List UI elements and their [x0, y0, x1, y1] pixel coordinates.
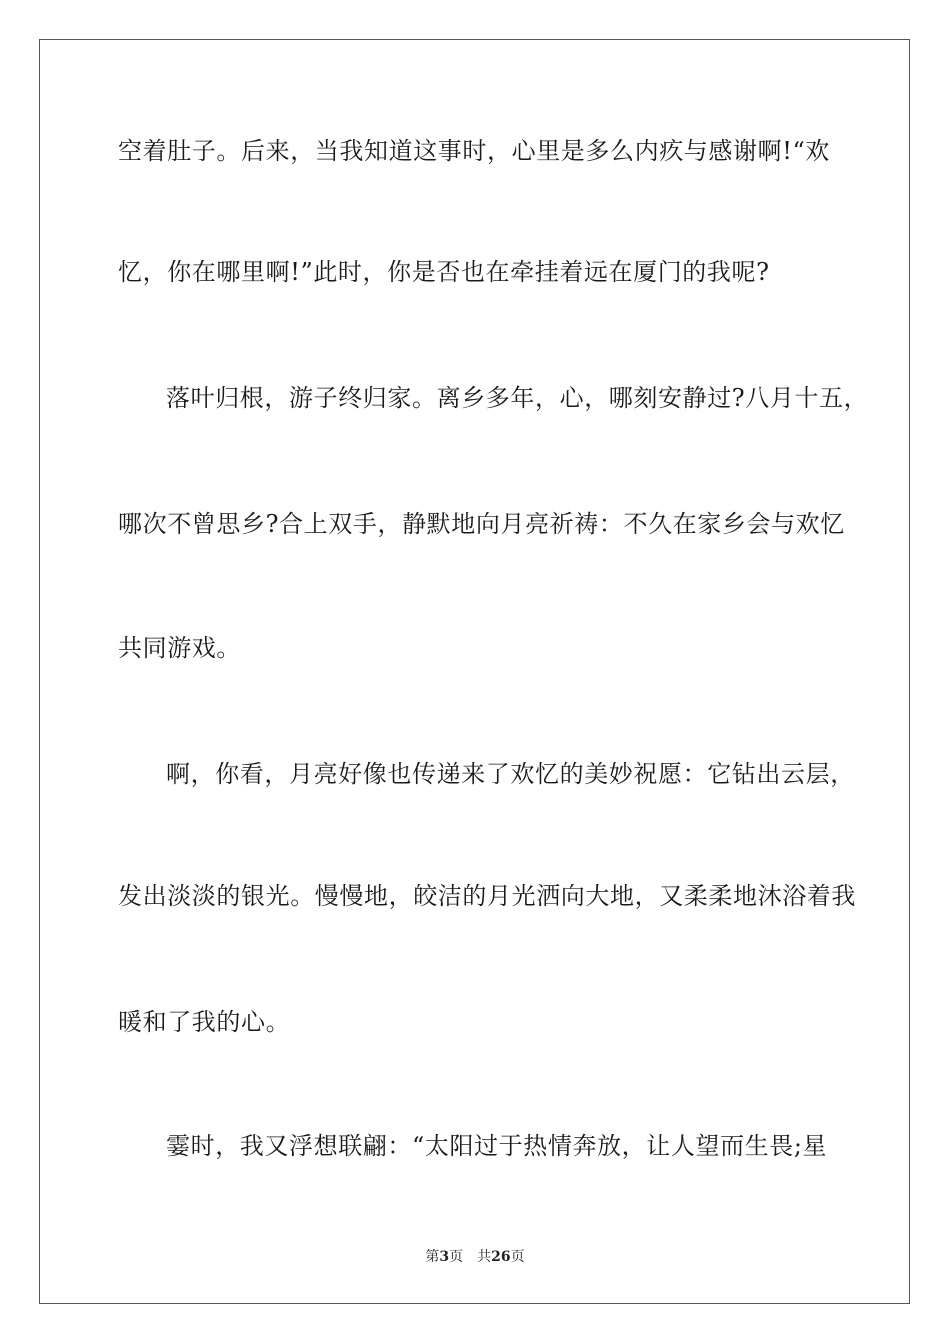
text-line-5: 共同游戏。	[118, 634, 241, 662]
page-footer	[0, 1247, 950, 1267]
text-line-1: 空着肚子。后来，当我知道这事时，心里是多么内疚与感谢啊!“欢	[118, 137, 830, 165]
text-line-9: 霎时，我又浮想联翩：“太阳过于热情奔放，让人望而生畏;星	[166, 1132, 828, 1160]
footer-page-current: 3	[439, 1249, 450, 1265]
footer-page-prefix: 第	[425, 1249, 440, 1265]
footer-total-unit: 页	[510, 1249, 525, 1265]
text-line-4: 哪次不曾思乡?合上双手，静默地向月亮祈祷：不久在家乡会与欢忆	[118, 510, 845, 538]
text-line-7: 发出淡淡的银光。慢慢地，皎洁的月光洒向大地，又柔柔地沐浴着我	[118, 882, 856, 910]
footer-page-total: 26	[491, 1249, 511, 1265]
footer-total-prefix: 共	[477, 1249, 492, 1265]
text-line-8: 暖和了我的心。	[118, 1008, 291, 1036]
text-line-2: 忆，你在哪里啊!”此时，你是否也在牵挂着远在厦门的我呢?	[118, 258, 770, 286]
footer-page-unit: 页	[449, 1249, 464, 1265]
text-line-3: 落叶归根，游子终归家。离乡多年，心，哪刻安静过?八月十五，	[166, 384, 869, 412]
text-line-6: 啊，你看，月亮好像也传递来了欢忆的美妙祝愿：它钻出云层，	[166, 760, 855, 788]
page-border	[39, 39, 910, 1304]
